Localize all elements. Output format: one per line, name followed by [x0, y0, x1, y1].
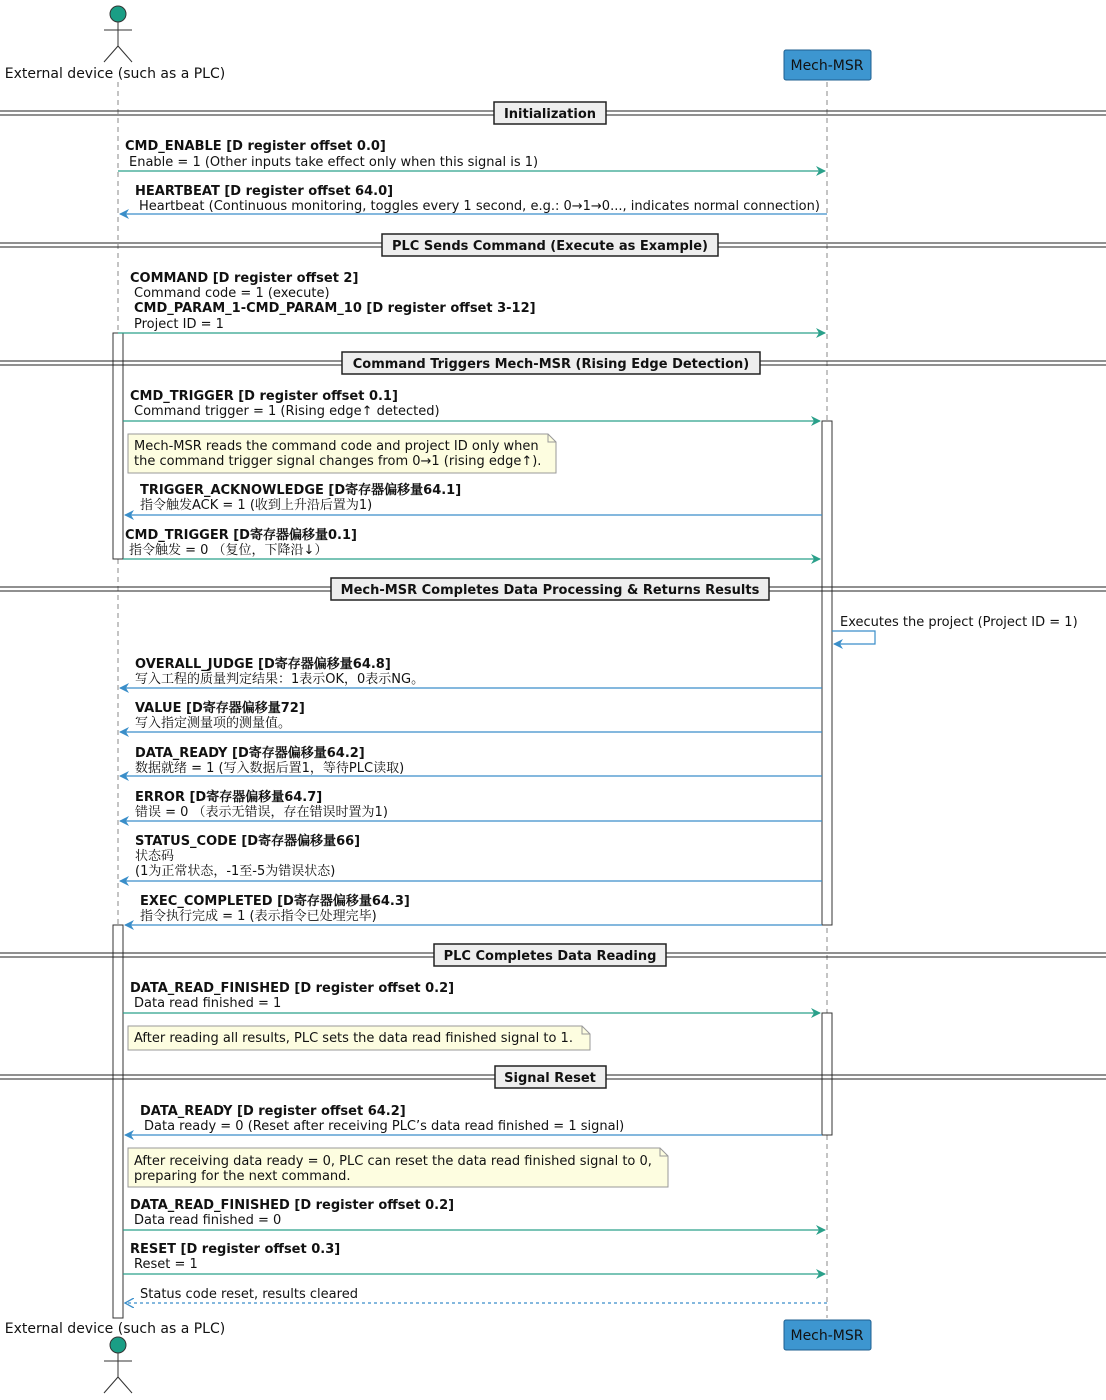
message-title: STATUS_CODE [D寄存器偏移量66]	[135, 834, 361, 849]
actor-head-icon	[110, 1337, 126, 1353]
message-data-ready-reset	[125, 1104, 822, 1135]
message-title: ERROR [D寄存器偏移量64.7]	[135, 790, 323, 805]
note-text: Mech-MSR reads the command code and project ID only when	[134, 439, 539, 454]
section-label: Command Triggers Mech-MSR (Rising Edge Detection)	[352, 357, 750, 372]
section-divider	[0, 1066, 1106, 1088]
message-title: CMD_ENABLE [D register offset 0.0]	[125, 139, 386, 154]
message-detail: Heartbeat (Continuous monitoring, toggles every 1 second, e.g.: 0→1→0..., indicates normal connection)	[139, 199, 820, 214]
message-title: TRIGGER_ACKNOWLEDGE [D寄存器偏移量64.1]	[140, 483, 462, 498]
message-data-read-finished-reset	[123, 1198, 825, 1230]
message-title: CMD_TRIGGER [D register offset 0.1]	[130, 389, 398, 404]
section-label: PLC Sends Command (Execute as Example)	[392, 239, 708, 254]
section-label: Signal Reset	[504, 1071, 596, 1086]
note	[128, 1026, 590, 1050]
message-detail: 错误 = 0 （表示无错误，存在错误时置为1)	[135, 805, 388, 820]
section-divider	[0, 234, 1106, 256]
message-detail: (1为正常状态，-1至-5为错误状态)	[135, 864, 336, 879]
self-message-arrow	[832, 631, 875, 644]
message-title: DATA_READY [D寄存器偏移量64.2]	[135, 746, 365, 761]
message-title: EXEC_COMPLETED [D寄存器偏移量64.3]	[140, 894, 410, 909]
section-divider	[0, 578, 1106, 600]
plc-actor-label: External device (such as a PLC)	[4, 1321, 226, 1337]
message-title: DATA_READ_FINISHED [D register offset 0.2]	[130, 1198, 455, 1213]
message-detail: Enable = 1 (Other inputs take effect only when this signal is 1)	[129, 155, 539, 170]
note	[128, 1148, 668, 1187]
message-title: CMD_TRIGGER [D寄存器偏移量0.1]	[125, 528, 357, 543]
message-command	[118, 271, 825, 333]
message-title: CMD_PARAM_1-CMD_PARAM_10 [D register offset 3-12]	[134, 301, 536, 316]
plc-actor-label: External device (such as a PLC)	[4, 66, 226, 82]
message-trigger-ack	[125, 482, 822, 515]
section-divider	[0, 102, 1106, 124]
message-detail: Data read finished = 1	[134, 996, 282, 1011]
message-data-ready	[120, 745, 822, 776]
plc-actor-bottom	[5, 1321, 225, 1393]
message-detail: Data read finished = 0	[134, 1213, 282, 1228]
message-status-code	[120, 833, 822, 881]
note-text: After receiving data ready = 0, PLC can reset the data read finished signal to 0,	[134, 1154, 652, 1169]
plc-actor-top	[5, 6, 225, 82]
message-detail: Command trigger = 1 (Rising edge↑ detected)	[134, 404, 440, 419]
message-title: DATA_READY [D register offset 64.2]	[140, 1104, 406, 1119]
message-detail: 写入工程的质量判定结果：1表示OK，0表示NG。	[135, 672, 425, 687]
section-label: Initialization	[503, 107, 597, 122]
message-detail: 数据就绪 = 1 (写入数据后置1，等待PLC读取)	[135, 761, 405, 776]
msr-participant-label: Mech-MSR	[790, 1328, 864, 1344]
msr-participant-bottom	[784, 1320, 871, 1350]
section-label: PLC Completes Data Reading	[443, 949, 657, 964]
message-title: RESET [D register offset 0.3]	[130, 1242, 341, 1257]
message-detail: 指令触发ACK = 1 (收到上升沿后置为1)	[140, 498, 373, 513]
section-divider	[0, 944, 1106, 966]
message-heartbeat	[120, 184, 827, 214]
message-cmd-enable	[118, 139, 825, 171]
message-detail: 指令触发 = 0 （复位，下降沿↓）	[129, 543, 328, 558]
plc-activation-bar	[113, 925, 123, 1318]
message-detail: Command code = 1 (execute)	[134, 286, 330, 301]
message-detail: 指令执行完成 = 1 (表示指令已处理完毕)	[140, 909, 377, 924]
message-cmd-trigger-reset	[123, 527, 820, 559]
message-detail: 写入指定测量项的测量值。	[135, 716, 292, 731]
message-detail: Reset = 1	[134, 1257, 198, 1272]
message-status-reset	[125, 1287, 827, 1303]
message-exec-completed	[125, 893, 822, 925]
note-text: After reading all results, PLC sets the data read finished signal to 1.	[134, 1031, 573, 1046]
section-divider	[0, 352, 1106, 374]
note	[128, 434, 556, 473]
section-label: Mech-MSR Completes Data Processing & Returns Results	[340, 583, 760, 598]
note-text: the command trigger signal changes from 0→1 (rising edge↑).	[134, 454, 542, 469]
message-overall-judge	[120, 656, 822, 688]
message-detail: Project ID = 1	[134, 317, 224, 332]
message-data-read-finished	[123, 981, 820, 1013]
message-value	[120, 700, 822, 732]
message-detail: Executes the project (Project ID = 1)	[840, 615, 1078, 630]
message-self-execute	[832, 615, 1078, 644]
msr-activation-bar	[822, 421, 832, 925]
message-cmd-trigger	[123, 389, 820, 421]
msr-activation-bar	[822, 1013, 832, 1135]
message-reset	[123, 1242, 825, 1274]
message-title: VALUE [D寄存器偏移量72]	[135, 701, 305, 716]
note-text: preparing for the next command.	[134, 1169, 351, 1184]
msr-participant-label: Mech-MSR	[790, 58, 864, 74]
message-title: COMMAND [D register offset 2]	[130, 271, 359, 286]
message-title: OVERALL_JUDGE [D寄存器偏移量64.8]	[135, 657, 391, 672]
message-error	[120, 789, 822, 821]
message-detail: 状态码	[135, 849, 175, 864]
message-title: DATA_READ_FINISHED [D register offset 0.2]	[130, 981, 455, 996]
message-detail: Data ready = 0 (Reset after receiving PLC’s data read finished = 1 signal)	[144, 1119, 625, 1134]
msr-participant-top	[784, 50, 871, 80]
plc-activation-bar	[113, 333, 123, 559]
message-title: HEARTBEAT [D register offset 64.0]	[135, 184, 394, 199]
message-detail: Status code reset, results cleared	[140, 1287, 358, 1302]
actor-head-icon	[110, 6, 126, 22]
